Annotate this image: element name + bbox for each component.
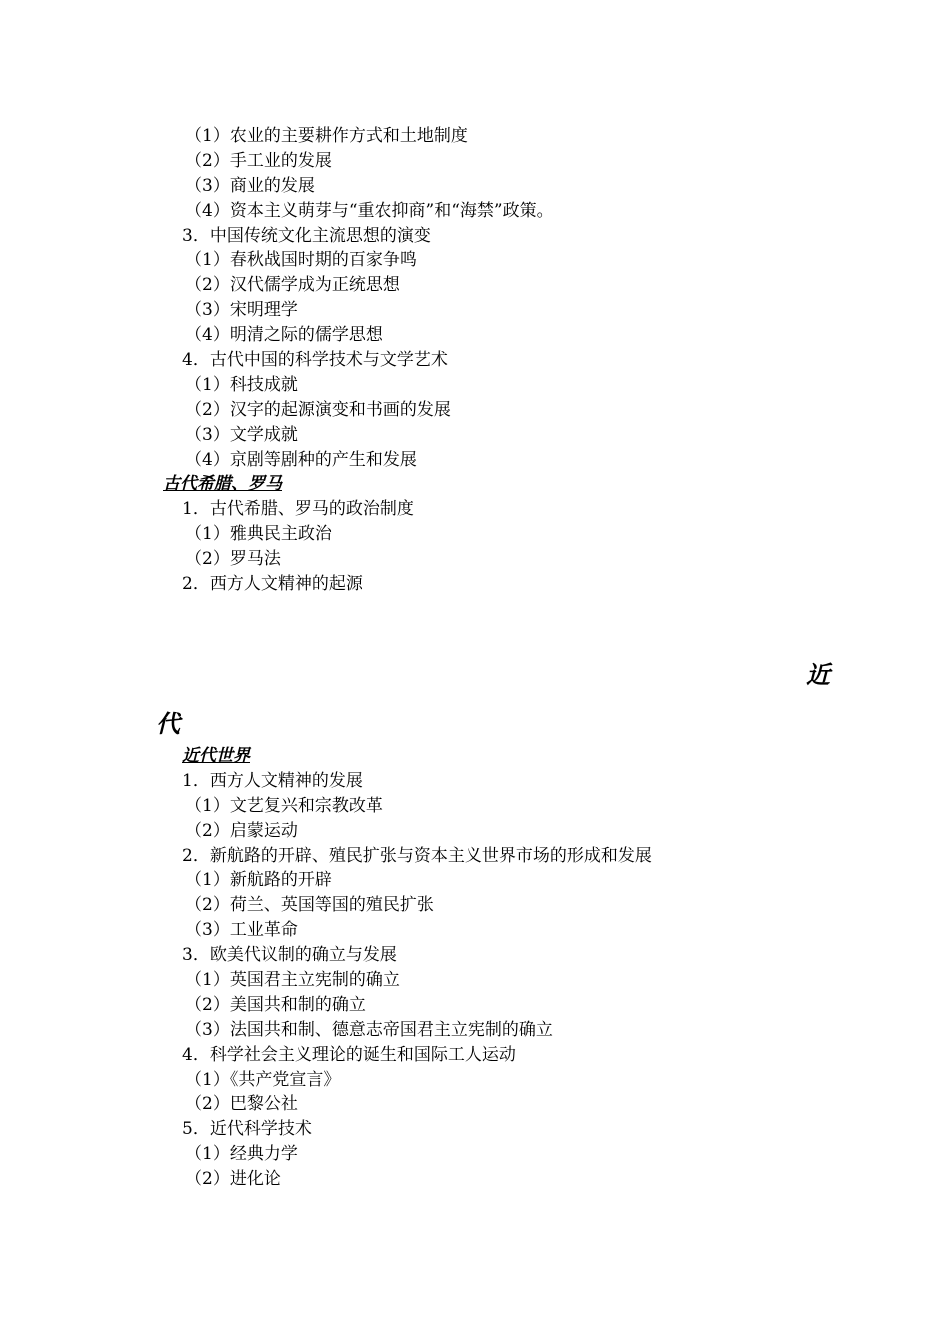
outline-item: （1）英国君主立宪制的确立 <box>185 970 400 991</box>
outline-item: （2）汉代儒学成为正统思想 <box>185 275 400 296</box>
outline-item: （2）汉字的起源演变和书画的发展 <box>185 399 451 420</box>
outline-heading: 1．西方人文精神的发展 <box>182 770 363 791</box>
outline-item: （1）新航路的开辟 <box>185 870 332 891</box>
outline-item: （1）农业的主要耕作方式和土地制度 <box>185 126 468 146</box>
outline-heading: 1．古代希腊、罗马的政治制度 <box>182 499 414 520</box>
outline-item: （3）文学成就 <box>185 424 298 445</box>
outline-item: （3）宋明理学 <box>185 300 298 321</box>
outline-heading: 2．新航路的开辟、殖民扩张与资本主义世界市场的形成和发展 <box>182 845 652 866</box>
outline-item: （1）经典力学 <box>185 1144 298 1165</box>
outline-item: （1）文艺复兴和宗教改革 <box>185 795 383 816</box>
outline-item: （2）手工业的发展 <box>185 150 332 171</box>
outline-heading: 3．中国传统文化主流思想的演变 <box>182 225 431 246</box>
outline-item: （4）明清之际的儒学思想 <box>185 325 383 346</box>
outline-item: （4）资本主义萌芽与“重农抑商”和“海禁”政策。 <box>185 200 554 221</box>
outline-heading: 4．科学社会主义理论的诞生和国际工人运动 <box>182 1044 516 1065</box>
outline-item: （3）商业的发展 <box>185 175 315 196</box>
outline-item: （2）巴黎公社 <box>185 1094 298 1115</box>
outline-item: （4）京剧等剧种的产生和发展 <box>185 449 417 470</box>
era-heading-part2: 代 <box>156 710 180 738</box>
outline-item: （2）进化论 <box>185 1169 281 1190</box>
outline-modern-world <box>0 744 950 1192</box>
outline-ancient-china <box>0 124 950 597</box>
outline-item: （3）法国共和制、德意志帝国君主立宪制的确立 <box>185 1019 553 1040</box>
outline-item: （2）启蒙运动 <box>185 820 298 841</box>
outline-heading: 4．古代中国的科学技术与文学艺术 <box>182 350 448 371</box>
outline-item: （1）春秋战国时期的百家争鸣 <box>185 250 417 271</box>
outline-heading: 3．欧美代议制的确立与发展 <box>182 945 397 966</box>
outline-heading: 2．西方人文精神的起源 <box>182 574 363 595</box>
outline-item: （2）美国共和制的确立 <box>185 994 366 1015</box>
section-title-greece-rome: 古代希腊、罗马 <box>163 474 282 495</box>
era-heading-part1: 近 <box>806 661 830 689</box>
outline-heading: 5．近代科学技术 <box>182 1119 312 1140</box>
section-title-modern-world: 近代世界 <box>182 746 250 766</box>
outline-item: （1）《共产党宣言》 <box>185 1069 341 1090</box>
outline-item: （2）荷兰、英国等国的殖民扩张 <box>185 895 434 916</box>
outline-item: （1）科技成就 <box>185 374 298 395</box>
outline-item: （1）雅典民主政治 <box>185 524 332 545</box>
outline-item: （3）工业革命 <box>185 920 298 941</box>
outline-item: （2）罗马法 <box>185 549 281 570</box>
